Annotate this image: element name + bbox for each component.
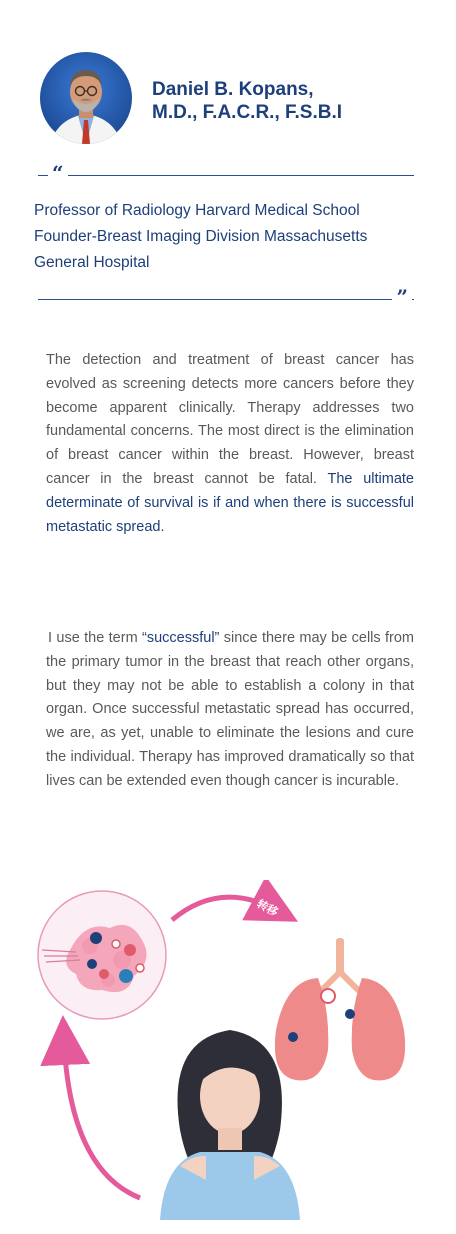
title-line: Professor of Radiology Harvard Medical School [34, 202, 360, 219]
title-line: General Hospital [34, 254, 150, 271]
open-quote-icon: “ [48, 163, 68, 183]
divider [38, 299, 414, 300]
name-line-1: Daniel B. Kopans, [152, 79, 314, 100]
quote-bottom-rule [38, 285, 414, 309]
lungs-icon [275, 938, 405, 1080]
metastasis-illustration [30, 880, 430, 1220]
paragraph-1-text: The detection and treatment of breast cancer has evolved as screening detects more cancers before they become apparent clinically. Therapy addresses two fundamental concerns. The most direct is the elimination of breast cancer within the breast. However, breast cancer in the breast cannot be fatal. [46, 352, 414, 487]
paragraph-1-highlight: The ultimate determinate of survival is if and when there is successful metastatic spread. [46, 470, 414, 535]
name-line-2: M.D., F.A.C.R., F.S.B.I [152, 102, 343, 123]
paragraph-2-highlight: “successful” [142, 630, 220, 646]
title-line: Founder-Breast Imaging Division Massachusetts [34, 228, 368, 245]
doctor-name [152, 78, 422, 124]
paragraph-2-after: since there may be cells from the primary tumor in the breast that reach other organs, but they may not be able to establish a colony in that organ. Once successful metastatic spread has occurred, we are, as yet, unable to eliminate the lesions and cure the individual. Therapy has improved dramatically so that lives can be extended even though cancer is incurable. [46, 630, 414, 789]
breast-tissue-icon [38, 891, 166, 1019]
close-quote-icon: ” [392, 287, 412, 307]
profile-header [40, 52, 420, 152]
avatar [40, 52, 132, 144]
doctor-titles [34, 198, 434, 276]
portrait-photo-icon [40, 52, 132, 144]
paragraph-2-before: I use the term [48, 630, 143, 646]
paragraph-1 [46, 349, 414, 539]
return-arrow-icon [64, 1040, 140, 1198]
quote-top-rule [38, 161, 414, 185]
arrow-label: 转移 [254, 897, 281, 919]
paragraph-2 [46, 627, 414, 794]
divider [38, 175, 414, 176]
